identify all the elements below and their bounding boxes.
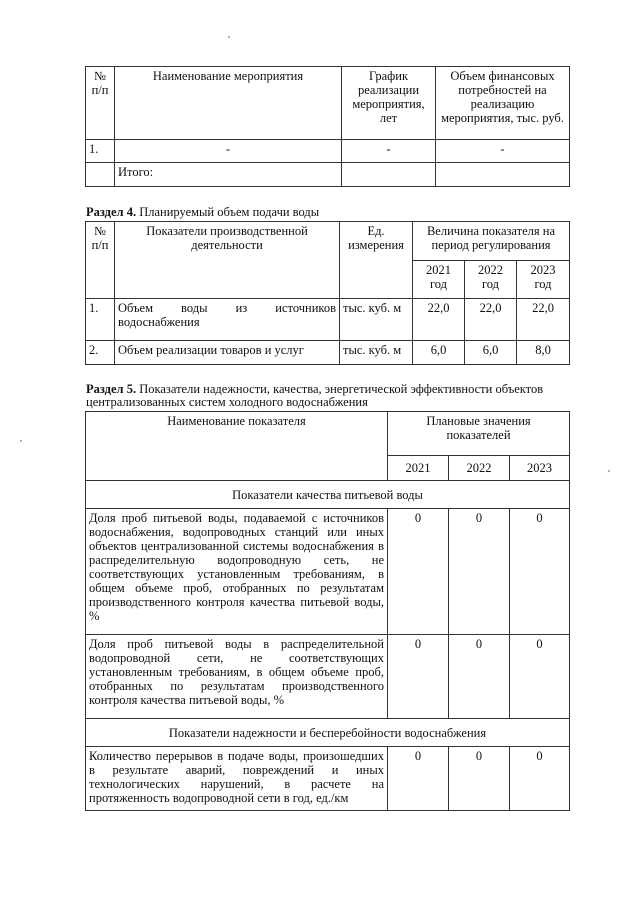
section4-heading xyxy=(86,206,319,219)
row-measure: - xyxy=(115,140,342,163)
header-schedule: График реализации мероприятия, лет xyxy=(342,67,436,140)
row-num: 1. xyxy=(86,299,115,341)
section4-number: Раздел 4. xyxy=(86,205,137,219)
header-unit: Ед. измерения xyxy=(340,222,413,299)
header-year-2023: 2023 xyxy=(510,456,570,481)
value-2023: 0 xyxy=(510,747,570,811)
header-planned-values: Плановые значения показателей xyxy=(388,412,570,456)
header-year-2022: 2022 xyxy=(449,456,510,481)
table-row xyxy=(86,299,570,341)
row-indicator: Объем реализации товаров и услуг xyxy=(115,341,340,365)
header-num: № п/п xyxy=(86,67,115,140)
water-supply-table xyxy=(85,221,570,365)
indicator-text: Доля проб питьевой воды в распределительной водопроводной сети, не соответствующих установленным требованиям, в общем объеме проб, отобранных по результатам производственного контроля качества питьевой воды, % xyxy=(86,635,388,719)
indicator-text: Доля проб питьевой воды, подаваемой с источников водоснабжения, водопроводных станций или иных объектов централизованной системы водоснабжения в распределительную водопроводную сеть, не соответствующих установленным требованиям, в общем объеме проб, отобранных по результатам производственного контроля качества питьевой воды, % xyxy=(86,509,388,635)
table-row xyxy=(86,747,570,811)
header-year-2022: 2022 год xyxy=(465,261,517,299)
group-header-row xyxy=(86,719,570,747)
total-schedule-cell xyxy=(342,163,436,187)
header-year-2023: 2023 год xyxy=(517,261,570,299)
group-header-row xyxy=(86,481,570,509)
value-2021: 0 xyxy=(388,635,449,719)
header-period-value: Величина показателя на период регулирования xyxy=(413,222,570,261)
total-label: Итого: xyxy=(115,163,342,187)
table-row xyxy=(86,140,570,163)
row-value-2023: 22,0 xyxy=(517,299,570,341)
row-value-2023: 8,0 xyxy=(517,341,570,365)
section5-title: Показатели надежности, качества, энергетической эффективности объектов централизованных систем холодного водоснабжения xyxy=(86,382,544,409)
row-value-2021: 22,0 xyxy=(413,299,465,341)
row-unit: тыс. куб. м xyxy=(340,341,413,365)
row-financing: - xyxy=(436,140,570,163)
row-num: 2. xyxy=(86,341,115,365)
value-2021: 0 xyxy=(388,747,449,811)
scan-speck xyxy=(608,470,610,472)
header-indicator: Показатели производственной деятельности xyxy=(115,222,340,299)
table-row xyxy=(86,341,570,365)
value-2023: 0 xyxy=(510,509,570,635)
header-num: № п/п xyxy=(86,222,115,299)
header-year-2021: 2021 xyxy=(388,456,449,481)
section5-number: Раздел 5. xyxy=(86,382,137,396)
row-value-2021: 6,0 xyxy=(413,341,465,365)
header-indicator-name: Наименование показателя xyxy=(86,412,388,481)
scan-speck xyxy=(228,36,230,38)
header-measure-name: Наименование мероприятия xyxy=(115,67,342,140)
row-indicator: Объем воды из источников водоснабжения xyxy=(115,299,340,341)
group-quality-title: Показатели качества питьевой воды xyxy=(86,481,570,509)
indicators-table xyxy=(85,411,570,811)
row-schedule: - xyxy=(342,140,436,163)
scan-speck xyxy=(20,440,22,442)
row-num: 1. xyxy=(86,140,115,163)
row-value-2022: 22,0 xyxy=(465,299,517,341)
header-financing: Объем финансовых потребностей на реализацию мероприятия, тыс. руб. xyxy=(436,67,570,140)
header-year-2021: 2021 год xyxy=(413,261,465,299)
section4-title: Планируемый объем подачи воды xyxy=(139,205,320,219)
measures-table xyxy=(85,66,570,187)
row-unit: тыс. куб. м xyxy=(340,299,413,341)
row-value-2022: 6,0 xyxy=(465,341,517,365)
table-header-row xyxy=(86,222,570,261)
table-row xyxy=(86,509,570,635)
table-header-row xyxy=(86,67,570,140)
total-num-cell xyxy=(86,163,115,187)
value-2021: 0 xyxy=(388,509,449,635)
value-2022: 0 xyxy=(449,747,510,811)
indicator-text: Количество перерывов в подаче воды, произошедших в результате аварий, повреждений и иных технологических нарушений, в расчете на протяженность водопроводной сети в год, ед./км xyxy=(86,747,388,811)
value-2023: 0 xyxy=(510,635,570,719)
table-header-row xyxy=(86,412,570,456)
value-2022: 0 xyxy=(449,509,510,635)
table-row xyxy=(86,635,570,719)
total-financing-cell xyxy=(436,163,570,187)
total-row xyxy=(86,163,570,187)
group-reliability-title: Показатели надежности и бесперебойности водоснабжения xyxy=(86,719,570,747)
section5-heading xyxy=(86,383,570,409)
value-2022: 0 xyxy=(449,635,510,719)
